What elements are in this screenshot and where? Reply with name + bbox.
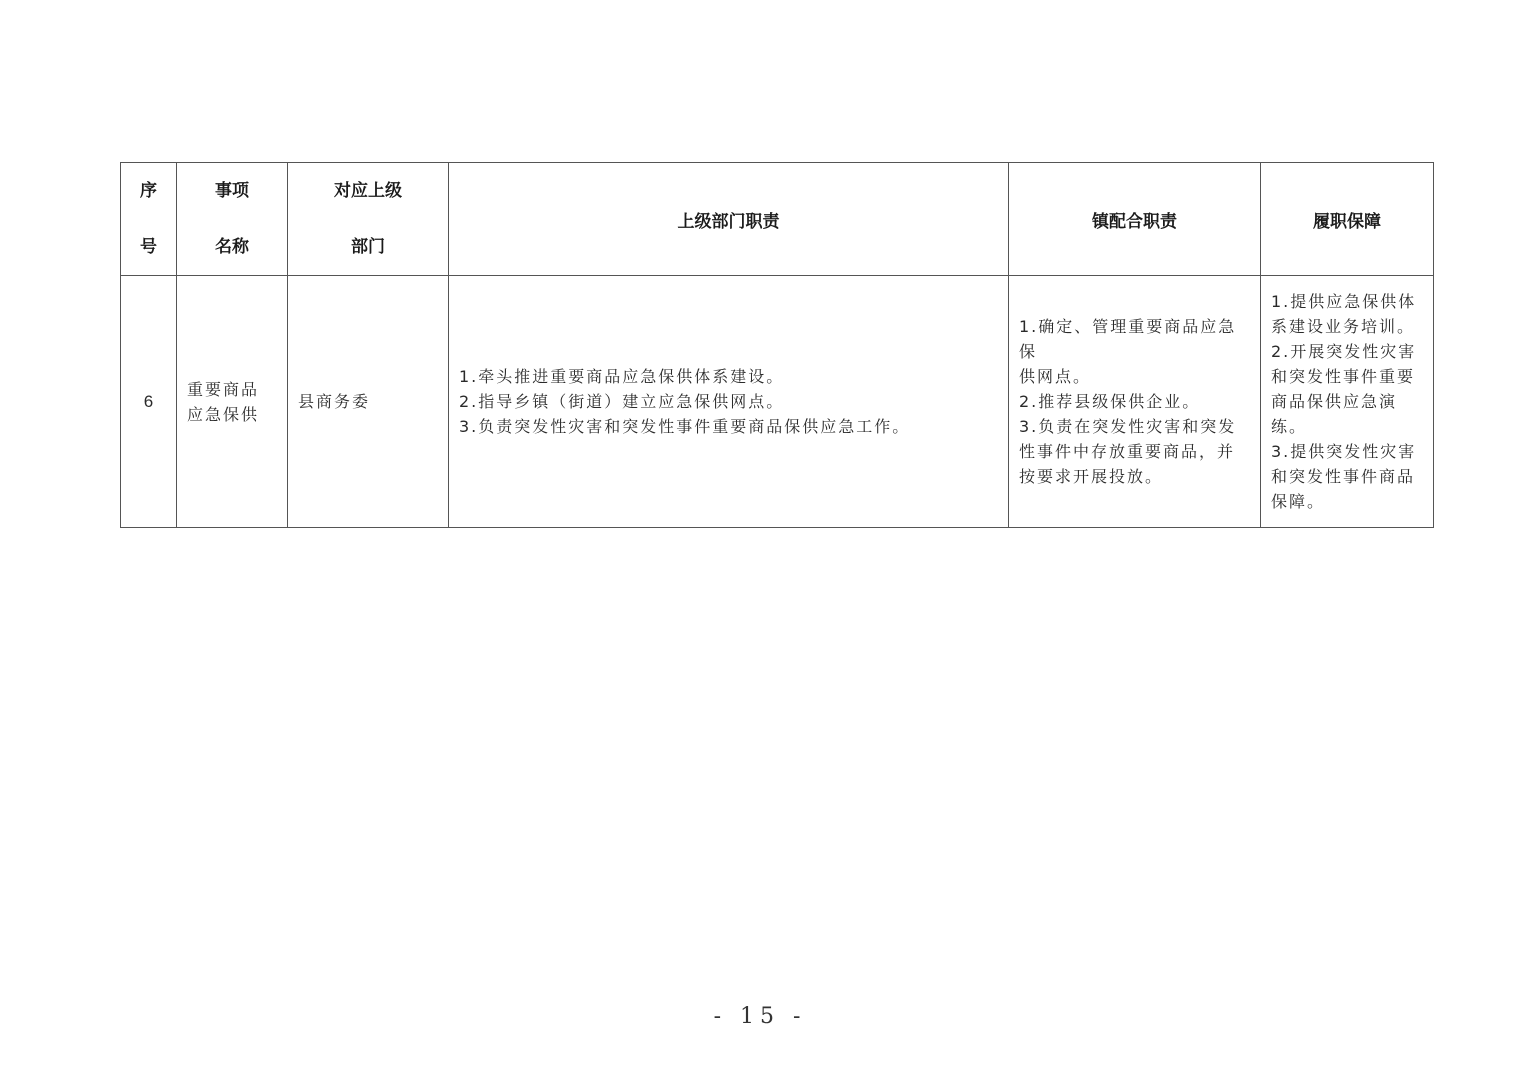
header-dept xyxy=(288,163,449,276)
guarantee-line: 商品保供应急演 xyxy=(1271,392,1398,411)
row-seq: 6 xyxy=(121,276,177,528)
table-row xyxy=(121,276,1434,528)
guarantee-line: 和突发性事件重要 xyxy=(1271,367,1416,386)
header-seq-line1: 序 xyxy=(140,181,157,201)
guarantee-line: 2.开展突发性灾害 xyxy=(1271,342,1417,361)
header-seq-line2: 号 xyxy=(140,237,157,257)
guarantee-line: 1.提供应急保供体 xyxy=(1271,292,1417,311)
guarantee-line: 系建设业务培训。 xyxy=(1271,317,1416,336)
upper-duty-line: 1.牵头推进重要商品应急保供体系建设。 xyxy=(459,367,785,386)
town-duty-line: 按要求开展投放。 xyxy=(1019,467,1164,486)
row-town-duty xyxy=(1009,276,1261,528)
header-dept-line1: 对应上级 xyxy=(334,181,402,201)
row-item-line: 应急保供 xyxy=(187,404,260,424)
row-upper-duty xyxy=(449,276,1009,528)
row-dept: 县商务委 xyxy=(288,276,449,528)
header-town-duty: 镇配合职责 xyxy=(1009,163,1261,276)
guarantee-line: 3.提供突发性灾害 xyxy=(1271,442,1417,461)
guarantee-line: 练。 xyxy=(1271,417,1308,436)
header-dept-line2: 部门 xyxy=(351,237,385,257)
header-item xyxy=(177,163,288,276)
duty-table xyxy=(120,162,1434,528)
header-seq xyxy=(121,163,177,276)
header-row xyxy=(121,163,1434,276)
row-item-line: 重要商品 xyxy=(187,379,260,399)
header-item-line1: 事项 xyxy=(215,181,249,201)
town-duty-line: 2.推荐县级保供企业。 xyxy=(1019,392,1201,411)
row-item-name xyxy=(177,276,288,528)
header-guarantee: 履职保障 xyxy=(1261,163,1434,276)
town-duty-line: 3.负责在突发性灾害和突发 xyxy=(1019,417,1237,436)
upper-duty-line: 2.指导乡镇（街道）建立应急保供网点。 xyxy=(459,392,785,411)
guarantee-line: 和突发性事件商品 xyxy=(1271,467,1416,486)
upper-duty-line: 3.负责突发性灾害和突发性事件重要商品保供应急工作。 xyxy=(459,417,911,436)
town-duty-line: 供网点。 xyxy=(1019,367,1092,386)
header-item-line2: 名称 xyxy=(215,237,249,257)
header-upper-duty: 上级部门职责 xyxy=(449,163,1009,276)
page-number: - 15 - xyxy=(713,1004,807,1029)
town-duty-line: 性事件中存放重要商品，并 xyxy=(1019,442,1236,461)
row-guarantee xyxy=(1261,276,1434,528)
town-duty-line: 1.确定、管理重要商品应急保 xyxy=(1019,317,1237,361)
guarantee-line: 保障。 xyxy=(1271,492,1326,511)
